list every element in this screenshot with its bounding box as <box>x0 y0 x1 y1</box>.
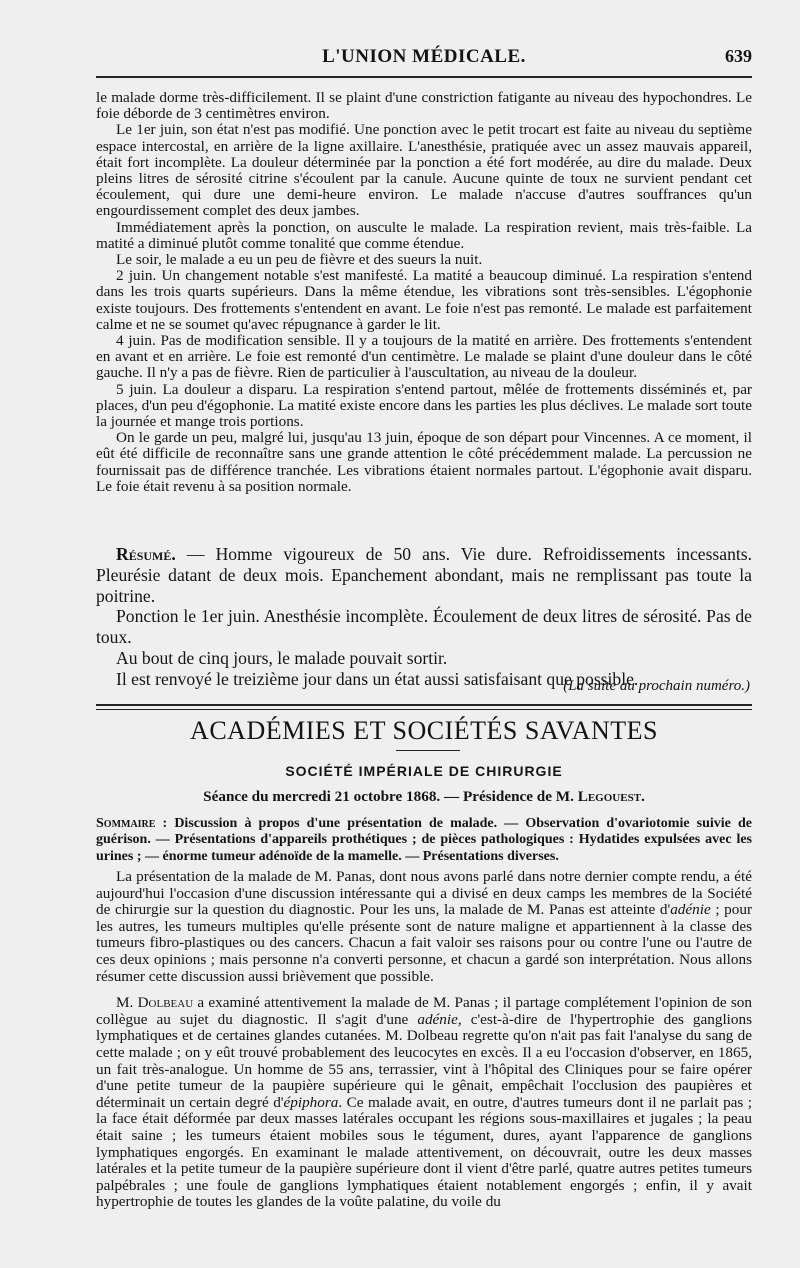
running-title: L'UNION MÉDICALE. <box>322 46 526 67</box>
summary-heading: Sommaire <box>96 816 156 831</box>
case-paragraph: 5 juin. La douleur a disparu. La respiration s'entend partout, mêlée de frottements disséminés et, par places, d'un peu d'égophonie. La matité existe encore dans les parties les plus déclives. Le malade sort toute la journée et mange trois portions. <box>96 380 752 431</box>
summary-label: Résumé. <box>116 544 176 564</box>
header-rule <box>96 76 752 78</box>
case-paragraph: On le garde un peu, malgré lui, jusqu'au 13 juin, époque de son départ pour Vincennes. A ce moment, il eût été difficile de reconnaître sans une grande attention le côté précédemment malade. La percussion ne fournissait pas de différence tranchée. Les vibrations étaient normales partout. L'égophonie avait disparu. Le foie était revenu à sa position normale. <box>96 429 752 495</box>
continued-note: (La suite au prochain numéro.) <box>563 678 750 694</box>
case-paragraph: 2 juin. Un changement notable s'est manifesté. La matité a beaucoup diminué. La respiration s'entend dans les trois quarts supérieurs. Dans la même étendue, les vibrations sont très-sensibles. L'égophonie existe toujours. Des frottements s'entendent en avant. Le foie n'est pas remonté. Le malade est parfaitement calme et ne se soumet qu'avec répugnance à garder le lit. <box>96 267 752 333</box>
case-report <box>96 90 752 495</box>
report-paragraph: M. Dolbeau a examiné attentivement la malade de M. Panas ; il partage complétement l'opinion de son collègue au sujet du diagnostic. Il s'agit d'une adénie, c'est-à-dire de l'hypertrophie des ganglions lymphatiques et de certaines glandes cutanées. M. Dolbeau regrette qu'on n'ait pas fait l'analyse du sang de cette malade ; on y eût trouvé probablement des leucocytes en excès. Il a eu l'occasion d'observer, en 1865, un fait très-analogue. Un homme de 55 ans, terrassier, vint à l'hôpital des Cliniques pour se faire opérer d'une petite tumeur de la paupière supérieure qui le gênait, empêchait l'occlusion des paupières et déterminait un certain degré d'épiphora. Ce malade avait, en outre, d'autres tumeurs dont il ne parlait pas ; la face était déformée par deux masses latérales occupant les régions sous-maxillaires et jugales ; la peau était saine ; les tumeurs étaient mobiles sous le tégument, dures, ayant l'apparence de ganglions lymphatiques engorgés. En examinant le malade attentivement, on découvrait, outre les deux masses latérales et la petite tumeur de la paupière supérieure dont il vient d'être parlé, quatre autres petites tumeurs palpébrales ; une foule de ganglions lymphatiques étaient notablement engorgés ; enfin, il y avait hypertrophie de toutes les glandes de la voûte palatine, du voile du <box>96 994 752 1211</box>
summary-paragraph: Il est renvoyé le treizième jour dans un état aussi satisfaisant que possible. <box>116 668 639 689</box>
president-name: Legouest <box>577 788 642 805</box>
session-line: Séance du mercredi 21 octobre 1868. — Présidence de M. Legouest. <box>203 788 645 805</box>
case-paragraph: Immédiatement après la ponction, on ausculte le malade. La respiration revient, mais très-faible. La matité a diminué plutôt comme tonalité que comme étendue. <box>96 218 752 252</box>
speaker-name: M. Dolbeau <box>116 994 194 1012</box>
society-heading: SOCIÉTÉ IMPÉRIALE DE CHIRURGIE <box>285 763 563 779</box>
case-summary <box>96 544 752 690</box>
summary-paragraph: Résumé. — Homme vigoureux de 50 ans. Vie dure. Refroidissements incessants. Pleurésie datant de deux mois. Epanchement abondant, mais ne remplissant pas toute la poitrine. <box>96 544 752 606</box>
title-underline <box>396 750 460 751</box>
case-paragraph: le malade dorme très-difficilement. Il se plaint d'une constriction fatigante au niveau des hypochondres. Le foie déborde de 3 centimètres environ. <box>96 89 752 123</box>
summary-paragraph: Au bout de cinq jours, le malade pouvait sortir. <box>116 647 448 668</box>
case-paragraph: Le soir, le malade a eu un peu de fièvre et des sueurs la nuit. <box>116 251 483 269</box>
page-header <box>96 46 752 74</box>
page-number: 639 <box>725 46 752 66</box>
session-report <box>96 869 752 1221</box>
case-paragraph: Le 1er juin, son état n'est pas modifié. Une ponction avec le petit trocart est faite au niveau du septième espace intercostal, en arrière de la ligne axillaire. L'anesthésie, pratiquée avec un assez mauvais appareil, était fort incomplète. La douleur déterminée par la ponction a été fort modérée, au dire du malade. Deux pleins litres de sérosité citrine s'écoulent par la canule. Aucune quinte de toux ne survient pendant cet écoulement, qui dure une demi-heure environ. Le malade n'accuse d'autres souffrances qu'un engourdissement complet des deux jambes. <box>96 121 752 220</box>
report-paragraph: La présentation de la malade de M. Panas, dont nous avons parlé dans notre dernier compte rendu, a été aujourd'hui l'occasion d'une discussion intéressante qui a divisé en deux camps les membres de la Société de chirurgie sur la question du diagnostic. Pour les uns, la malade de M. Panas est atteinte d'adénie ; pour les autres, les tumeurs multiples qu'elle présente sont de nature maligne et appartiennent à la classe des tumeurs fibro-plastiques ou des cancers. Chacun a fait valoir ses raisons pour ou contre l'une ou l'autre de ces deux opinions ; mais personne n'a converti personne, et chacun a gardé son interprétation. Nous allons résumer cette discussion aussi brièvement que possible. <box>96 868 753 985</box>
summary-paragraph: Ponction le 1er juin. Anesthésie incomplète. Écoulement de deux litres de sérosité. Pas de toux. <box>96 606 752 648</box>
case-paragraph: 4 juin. Pas de modification sensible. Il y a toujours de la matité en arrière. Des frottements s'entendent en avant et en arrière. Le foie est remonté d'un centimètre. Le malade se plaint d'une douleur dans le côté gauche. Il n'y a pas de fièvre. Rien de particulier à l'auscultation, au niveau de la douleur. <box>96 332 752 382</box>
section-title: ACADÉMIES ET SOCIÉTÉS SAVANTES <box>190 716 658 745</box>
session-summary: Sommaire : Discussion à propos d'une présentation de malade. — Observation d'ovariotomie suivie de guérison. — Présentations d'appareils prothétiques ; de pièces pathologiques : Hydatides expulsées avec les urines ; — énorme tumeur adénoïde de la mamelle. — Présentations diverses. <box>96 816 752 864</box>
section-divider <box>96 704 752 710</box>
